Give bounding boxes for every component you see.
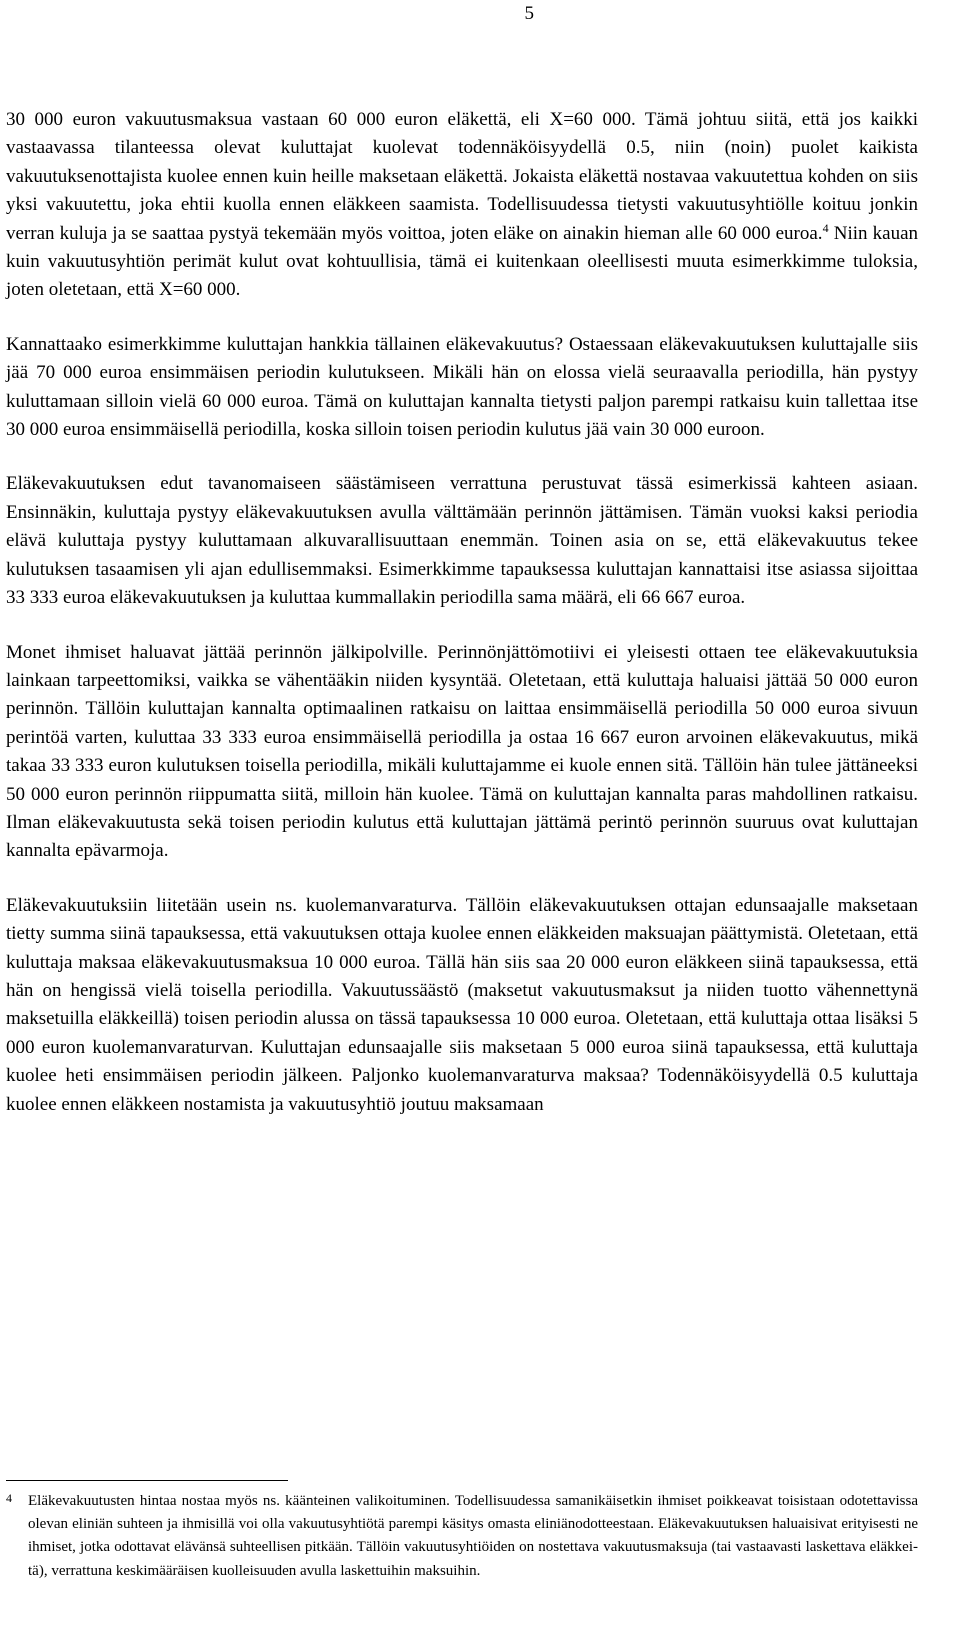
footnote-mark: 4 (6, 1491, 12, 1505)
paragraph-1-part-2: Niin kauan kuin vakuutusyhtiön perimät kulut ovat kohtuullisia, tämä ei kuitenkaan oleellisesti muuta esimerkkimme tuloksia, joten oletetaan, että X=60 000. (6, 222, 919, 301)
paragraph-1 (6, 106, 918, 305)
paragraph-3: Eläkevakuutuksen edut tavanomaiseen säästämiseen verrattuna perustuvat tässä esimerkissä kahteen asiaan. Ensinnäkin, kuluttaja pystyy eläkevakuutuksen avulla välttämään perinnön jättämisen. Tämän vuoksi kaksi periodia elävä kuluttaja pystyy kuluttamaan alkuvarallisuuttaan enemmän. Toinen asia on se, että eläkevakuutus tekee kulutuksen tasaamisen yli ajan edullisemmaksi. Esimerkkimme tapauksessa kuluttajan kannattaisi itse asiassa sijoittaa 33 333 euroa eläkevakuutuksen ja kuluttaa kummallakin periodilla sama määrä, eli 66 667 euroa. (6, 473, 918, 609)
page-number: 5 (524, 3, 534, 24)
paragraph-2: Kannattaako esimerkkimme kuluttajan hankkia tällainen eläkevakuutus? Ostaessaan eläkevakuutuksen kuluttajalle siis jää 70 000 euroa ensimmäisen periodin kulutukseen. Mikäli hän on elossa vielä seuraavalla periodilla, hän pystyy kuluttamaan silloin vielä 60 000 euroa. Tämä on kuluttajan kannalta tietysti paljon parempi ratkaisu kuin tallettaa itse 30 000 euroa ensimmäisellä periodilla, koska silloin toisen periodin kulutus jää vain 30 000 euroon. (6, 333, 918, 441)
footnote-text: Eläkevakuutusten hintaa nostaa myös ns. käänteinen valikoituminen. Todellisuudessa samanikäisetkin ihmiset poikkeavat toisistaan odotettavissa olevan eliniän suhteen ja ihmisillä voi olla vakuutusyhtiötä parempi käsitys omasta eliniänodotteestaan. Eläkevakuutuksen haluaisivat erityisesti ne ihmiset, jotka odottavat elävänsä suhteellisen pitkään. Tällöin vakuutusyhtiöiden on nostettava vakuutusmaksuja (tai vastaavasti laskettava eläkkeitä), verrattuna keskimääräisen kuolleisuuden avulla laskettuihin maksuihin. (28, 1493, 918, 1579)
paragraph-5: Eläkevakuutuksiin liitetään usein ns. kuolemanvaraturva. Tällöin eläkevakuutuksen ottajan edunsaajalle maksetaan tietty summa siinä tapauksessa, että vakuutuksen ottaja kuolee ennen eläkkeiden maksuajan päättymistä. Oletetaan, että kuluttaja maksaa eläkevakuutusmaksua 10 000 euroa. Tällä hän siis saa 20 000 euron eläkkeen siinä tapauksessa, että hän on hengissä vielä toisella periodilla. Vakuutussäästö (maksetut vakuutusmaksut ja niiden tuotto vähennettynä maksetuilla eläkkeillä) toisen periodin alussa on tässä tapauksessa 10 000 euroa. Oletetaan, että kuluttaja ottaa lisäksi 5 000 euron kuolemanvaraturvan. Kuluttajan edunsaajalle siis maksetaan 5 000 euroa siinä tapauksessa, että kuluttaja kuolee heti ensimmäisen periodin jälkeen. Paljonko kuolemanvaraturva maksaa? Todennäköisyydellä 0.5 kuluttaja kuolee ennen eläkkeen nostamista ja vakuutusyhtiö joutuu maksamaan (6, 894, 918, 1115)
footnote-divider (6, 1480, 288, 1481)
paragraph-4: Monet ihmiset haluavat jättää perinnön jälkipolville. Perinnönjättömotiivi ei yleisesti ottaen tee eläkevakuutuksia lainkaan tarpeettomiksi, vaikka se vähentääkin niiden kysyntää. Oletetaan, että kuluttaja haluaisi jättää 50 000 euron perinnön. Tällöin kuluttajan kannalta optimaalinen ratkaisu on laittaa ensimmäisellä periodilla 50 000 euroa sivuun perintöä varten, kuluttaa 33 333 euroa ensimmäisellä periodilla ja ostaa 16 667 euron arvoinen eläkevakuutus, mikä takaa 33 333 euron kulutuksen toisella periodilla, mikäli kuluttajamme ei kuole ennen sitä. Tällöin hän tulee jättäneeksi 50 000 euron perinnön riippumatta siitä, milloin hän kuolee. Tämä on kuluttajan kannalta paras mahdollinen ratkaisu. Ilman eläkevakuutusta sekä toisen periodin kulutus että kuluttajan jättämä perintö perinnön suuruus ovat kuluttajan kannalta epävarmoja. (6, 641, 918, 862)
footnote (6, 1490, 918, 1583)
paragraph-1-part-1: 30 000 euron vakuutusmaksua vastaan 60 000 euron eläkettä, eli X=60 000. Tämä johtuu siitä, että jos kaikki vastaavassa tilanteessa olevat kuluttajat kuolevat todennäköisyydellä 0.5, niin (noin) puolet kaikista vakuutuksenottajista kuolee ennen kuin heille maksetaan eläkettä. Jokaista eläkettä nostavaa vakuutettua kohden on siis yksi vakuutettu, joka ehtii kuolla ennen eläkkeen saamista. Todellisuudessa tietysti vakuutusyhtiölle koituu jonkin verran kuluja ja se saattaa pystyä tekemään myös voittoa, joten eläke on ainakin hieman alle 60 000 euroa. (6, 109, 918, 244)
body-text (6, 106, 918, 1145)
footnote-reference: 4 (822, 220, 829, 235)
